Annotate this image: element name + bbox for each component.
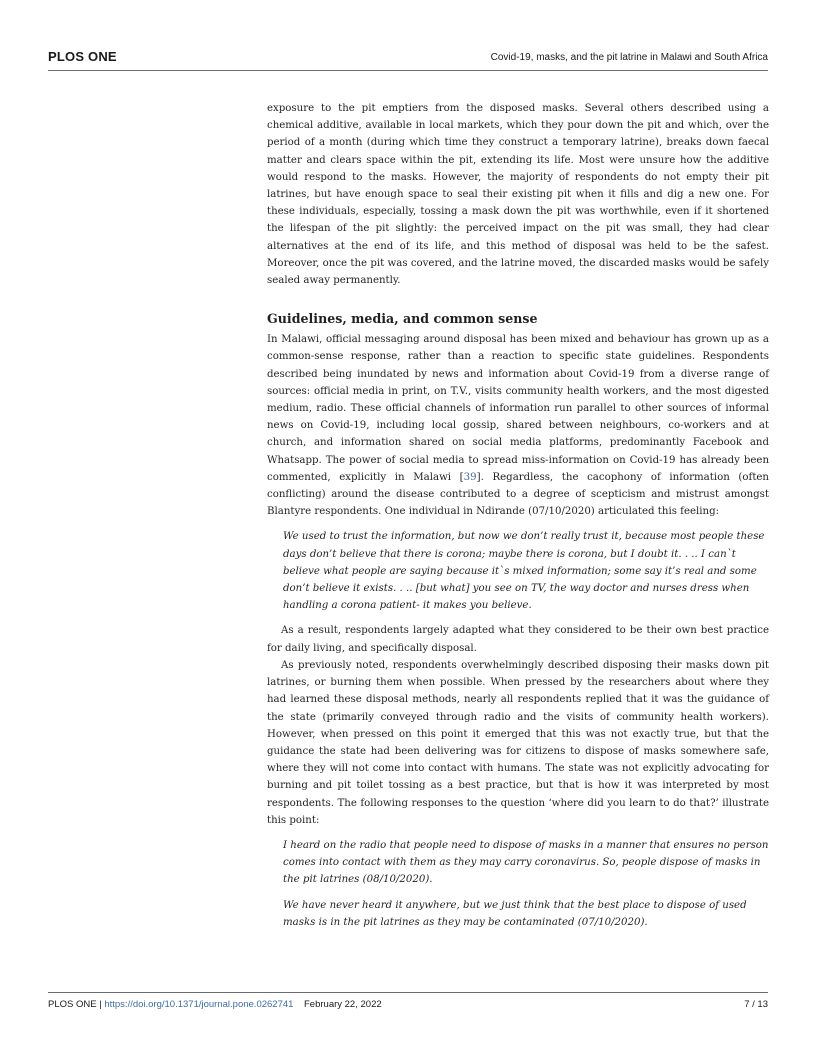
running-title: Covid-19, masks, and the pit latrine in Malawi and South Africa <box>490 52 768 63</box>
article-body <box>267 100 769 939</box>
block-quote-never-heard: We have never heard it anywhere, but we just think that the best place to dispose of used masks is in the pit latrines as they may be contaminated (07/10/2020). <box>283 899 747 928</box>
paragraph-result: As a result, respondents largely adapted what they considered to be their own best practice for daily living, and specifically disposal. <box>267 625 769 654</box>
journal-name: PLOS ONE <box>48 49 117 64</box>
paragraph-text: ]. Regardless, the cacophony of information (often conflicting) around the disease contributed to a degree of scepticism and mistrust amongst Blantyre respondents. One individual in Ndirande (07/10/2020) articulated this feeling: <box>267 471 769 518</box>
doi-link[interactable]: https://doi.org/10.1371/journal.pone.0262741 <box>104 999 294 1010</box>
footer-left <box>48 999 382 1010</box>
footer-rule <box>48 992 768 993</box>
footer-separator: | <box>96 999 105 1010</box>
block-quote-ndirande: We used to trust the information, but now we don’t really trust it, because most people these days don’t believe that there is corona; maybe there is corona, but I doubt it. . .. I can`t believe what people are saying because it`s mixed information; some say it’s real and some don’t believe it exists. . .. [but what] you see on TV, the way doctor and nurses dress when handling a corona patient- it makes you believe. <box>283 531 765 612</box>
block-quote-radio: I heard on the radio that people need to dispose of masks in a manner that ensures no person comes into contact with them as they may carry coronavirus. So, people dispose of masks in the pit latrines (08/10/2020). <box>283 839 769 886</box>
paragraph-continued: exposure to the pit emptiers from the disposed masks. Several others described using a chemical additive, available in local markets, which they pour down the pit and which, over the period of a month (during which time they construct a temporary latrine), breaks down faecal matter and clears space within the pit, extending its life. Most were unsure how the additive would respond to the masks. However, the majority of respondents do not empty their pit latrines, but have enough space to seal their existing pit when it fills and dig a new one. For these individuals, especially, tossing a mask down the pit was worthwhile, even if it shortened the lifespan of the pit slightly: the perceived impact on the pit was small, they had clear alternatives at the end of its life, and this method of disposal was held to be the safest. Moreover, once the pit was covered, and the latrine moved, the discarded masks would be safely sealed away permanently. <box>267 103 769 287</box>
section-heading: Guidelines, media, and common sense <box>267 311 538 327</box>
paragraph-text: In Malawi, official messaging around disposal has been mixed and behaviour has grown up as a common-sense response, rather than a reaction to specific state guidelines. Respondents described being inundated by news and information about Covid-19 from a diverse range of sources: official media in print, on T.V., visits community health workers, and the most digested medium, radio. These official channels of information run parallel to other sources of informal news on Covid-19, including local gossip, shared between neighbours, co-workers and at church, and information shared on social media platforms, predominantly Facebook and Whatsapp. The power of social media to spread miss-information on Covid-19 has already been commented, explicitly in Malawi [ <box>267 334 769 483</box>
paragraph-disposal: As previously noted, respondents overwhelmingly described disposing their masks down pit latrines, or burning them when possible. When pressed by the researchers about where they had learned these disposal methods, nearly all respondents replied that it was the guidance of the state (primarily conveyed through radio and the visits of community health workers). However, when pressed on this point it emerged that this was not exactly true, but that the guidance the state had been delivering was for citizens to dispose of masks somewhere safe, where they will not come into contact with humans. The state was not explicitly advocating for burning and pit toilet tossing as a best practice, but that is how it was interpreted by most respondents. The following responses to the question ‘where did you learn to do that?’ illustrate this point: <box>267 659 769 826</box>
page-number: 7 / 13 <box>744 999 768 1010</box>
header-rule <box>48 70 768 71</box>
paragraph-media <box>267 331 769 520</box>
publication-date: February 22, 2022 <box>304 999 382 1010</box>
citation-link-39[interactable]: 39 <box>463 471 477 483</box>
footer-journal: PLOS ONE <box>48 999 97 1010</box>
